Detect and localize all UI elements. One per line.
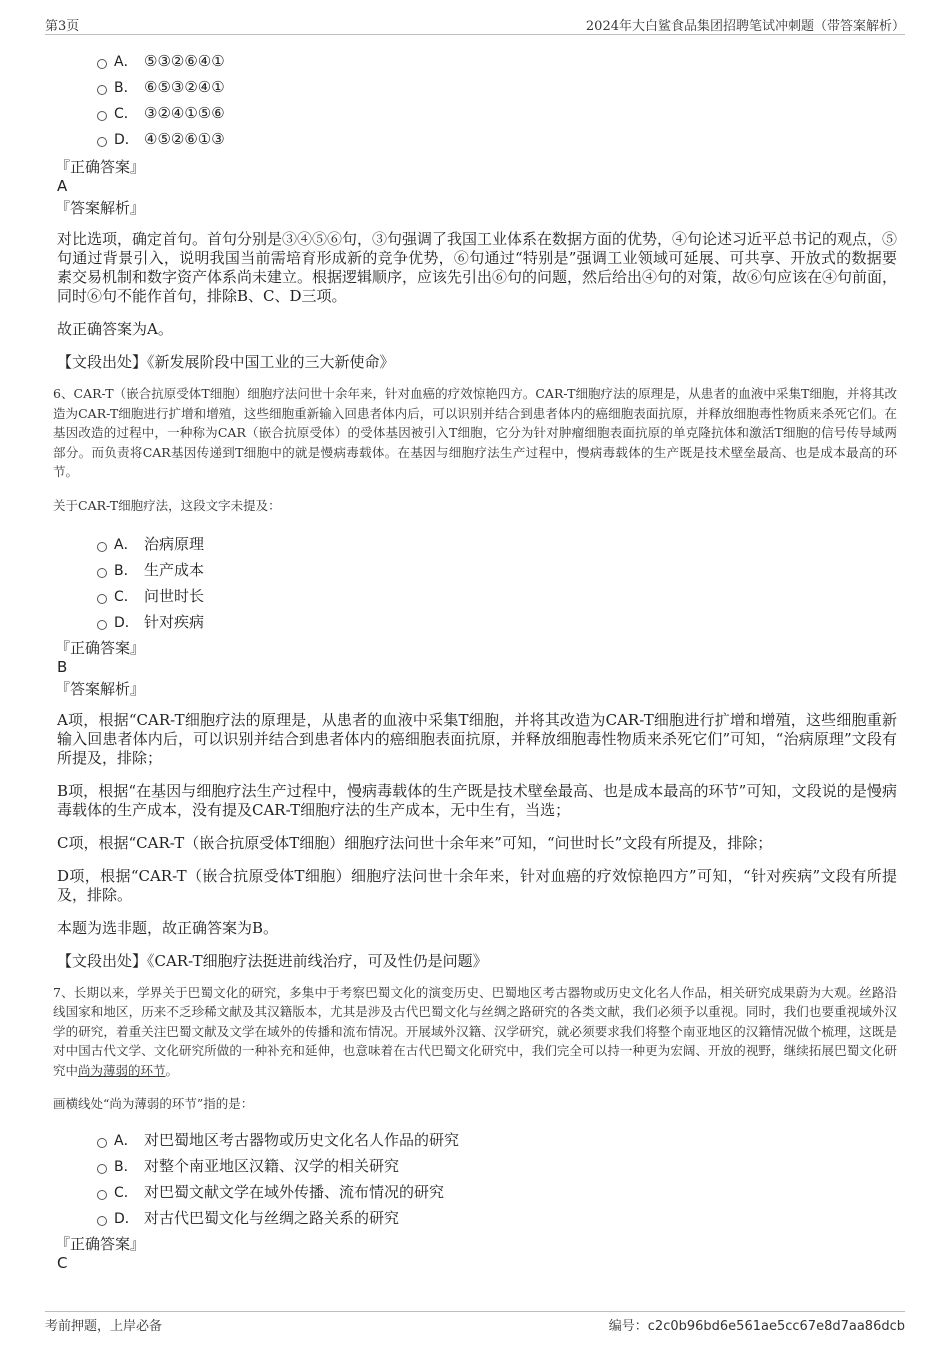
page-number: 第3页 bbox=[45, 19, 80, 34]
document-code: 编号：c2c0b96bd6e561ae5cc67e8d7aa86dcb bbox=[608, 1319, 905, 1334]
q7-option-a[interactable]: A． 对巴蜀地区考古器物或历史文化名人作品的研究 bbox=[97, 1127, 897, 1153]
q7-passage: 7、长期以来，学界关于巴蜀文化的研究，多集中于考察巴蜀文化的演变历史、巴蜀地区考古器物或历史文化名人作品，相关研究成果蔚为大观。丝路沿线国家和地区，历来不乏珍稀文献及其汉籍版本，尤其是涉及古代巴蜀文化与丝绸之路研究的各类文献，我们必须予以重视。同时，我们也要重视域外汉学的研究，着重关注巴蜀文献及文学在域外的传播和流布情况。开展域外汉籍、汉学研究，就必须要求我们将整个南亚地区的汉籍情况做个梳理，这既是对中国古代文学、文化研究所做的一种补充和延伸，也意味着在古代巴蜀文化研究中，我们完全可以持一种更为宏阔、开放的视野，继续拓展巴蜀文化研究中尚为薄弱的环节。 bbox=[53, 984, 897, 1078]
q5-conclusion: 故正确答案为A。 bbox=[57, 320, 173, 338]
q5-answer: A bbox=[57, 177, 68, 195]
radio-icon[interactable] bbox=[97, 85, 107, 95]
radio-icon[interactable] bbox=[97, 111, 107, 121]
radio-icon[interactable] bbox=[97, 542, 107, 552]
q5-option-d[interactable]: D． ④⑤②⑥①③ bbox=[97, 126, 897, 152]
radio-icon[interactable] bbox=[97, 1164, 107, 1174]
radio-icon[interactable] bbox=[97, 137, 107, 147]
q7-question: 画横线处“尚为薄弱的环节”指的是： bbox=[53, 1096, 254, 1111]
document-title: 2024年大白鲨食品集团招聘笔试冲刺题（带答案解析） bbox=[585, 19, 905, 34]
radio-icon[interactable] bbox=[97, 568, 107, 578]
q6-analysis-d: D项，根据“CAR-T（嵌合抗原受体T细胞）细胞疗法问世十余年来，针对血癌的疗效惊艳四方”可知，“针对疾病”文段有所提及，排除。 bbox=[57, 866, 897, 904]
q5-option-b[interactable]: B． ⑥⑤③②④① bbox=[97, 74, 897, 100]
radio-icon[interactable] bbox=[97, 1138, 107, 1148]
q6-question: 关于CAR-T细胞疗法，这段文字未提及： bbox=[53, 497, 281, 513]
q7-option-c[interactable]: C． 对巴蜀文献文学在域外传播、流布情况的研究 bbox=[97, 1179, 897, 1205]
q7-answer-label: 『正确答案』 bbox=[55, 1235, 146, 1253]
radio-icon[interactable] bbox=[97, 1190, 107, 1200]
radio-icon[interactable] bbox=[97, 59, 107, 69]
q6-analysis-label: 『答案解析』 bbox=[55, 679, 146, 698]
q7-answer: C bbox=[57, 1254, 68, 1272]
q6-conclusion: 本题为选非题，故正确答案为B。 bbox=[57, 918, 279, 937]
radio-icon[interactable] bbox=[97, 1216, 107, 1226]
footer-slogan: 考前押题，上岸必备 bbox=[45, 1319, 163, 1334]
q6-option-b[interactable]: B． 生产成本 bbox=[97, 557, 897, 583]
q6-answer-label: 『正确答案』 bbox=[55, 638, 146, 657]
q6-option-d[interactable]: D． 针对疾病 bbox=[97, 609, 897, 635]
q5-analysis-paragraph: 对比选项，确定首句。首句分别是③④⑤⑥句，③句强调了我国工业体系在数据方面的优势，④句论述习近平总书记的观点，⑤句通过背景引入，说明我国当前需培育形成新的竞争优势，⑥句通过“特别是”强调工业领域可延展、可共享、开放式的数据要素交易机制和数字资产体系尚未建立。根据逻辑顺序，应该先引出⑥句的问题，然后给出④句的对策，故⑥句应该在④句前面，同时⑥句不能作首句，排除B、C、D三项。 bbox=[57, 230, 898, 305]
q5-option-a[interactable]: A． ⑤③②⑥④① bbox=[97, 48, 897, 74]
q6-option-a[interactable]: A． 治病原理 bbox=[97, 531, 897, 557]
q7-underlined-phrase: 尚为薄弱的环节 bbox=[78, 1062, 166, 1078]
q7-option-b[interactable]: B． 对整个南亚地区汉籍、汉学的相关研究 bbox=[97, 1153, 897, 1179]
page-content bbox=[53, 46, 898, 1273]
q6-passage: 6、CAR-T（嵌合抗原受体T细胞）细胞疗法问世十余年来，针对血癌的疗效惊艳四方。CAR-T细胞疗法的原理是，从患者的血液中采集T细胞，并将其改造为CAR-T细胞进行扩增和增殖，这些细胞重新输入回患者体内后，可以识别并结合到患者体内的癌细胞表面抗原，并释放细胞毒性物质来杀死它们。在基因改造的过程中，一种称为CAR（嵌合抗原受体）的受体基因被引入T细胞，它分为针对肿瘤细胞表面抗原的单克隆抗体和激活T细胞的信号传导域两部分。而负责将CAR基因传递到T细胞中的就是慢病毒载体。在基因与细胞疗法生产过程中，慢病毒载体的生产既是技术壁垒最高、也是成本最高的环节。 bbox=[53, 386, 897, 479]
radio-icon[interactable] bbox=[97, 594, 107, 604]
q6-source: 【文段出处】《CAR-T细胞疗法挺进前线治疗，可及性仍是问题》 bbox=[57, 951, 488, 970]
page-header bbox=[45, 14, 905, 35]
page-footer bbox=[45, 1311, 905, 1336]
q6-option-c[interactable]: C． 问世时长 bbox=[97, 583, 897, 609]
q6-analysis-c: C项，根据“CAR-T（嵌合抗原受体T细胞）细胞疗法问世十余年来”可知，“问世时长”文段有所提及，排除； bbox=[57, 833, 773, 852]
q5-analysis-label: 『答案解析』 bbox=[55, 199, 146, 217]
radio-icon[interactable] bbox=[97, 620, 107, 630]
q6-analysis-b: B项，根据“在基因与细胞疗法生产过程中，慢病毒载体的生产既是技术壁垒最高、也是成本最高的环节”可知，文段说的是慢病毒载体的生产成本，没有提及CAR-T细胞疗法的生产成本，无中生有，当选； bbox=[57, 781, 897, 819]
q5-source: 【文段出处】《新发展阶段中国工业的三大新使命》 bbox=[57, 353, 395, 371]
q6-answer: B bbox=[57, 657, 68, 676]
q6-analysis-a: A项，根据“CAR-T细胞疗法的原理是，从患者的血液中采集T细胞，并将其改造为CAR-T细胞进行扩增和增殖，这些细胞重新输入回患者体内后，可以识别并结合到患者体内的癌细胞表面抗原，并释放细胞毒性物质来杀死它们”可知，“治病原理”文段有所提及，排除； bbox=[57, 710, 897, 767]
q5-answer-label: 『正确答案』 bbox=[55, 158, 146, 176]
q7-option-d[interactable]: D． 对古代巴蜀文化与丝绸之路关系的研究 bbox=[97, 1205, 897, 1231]
q5-option-c[interactable]: C． ③②④①⑤⑥ bbox=[97, 100, 897, 126]
